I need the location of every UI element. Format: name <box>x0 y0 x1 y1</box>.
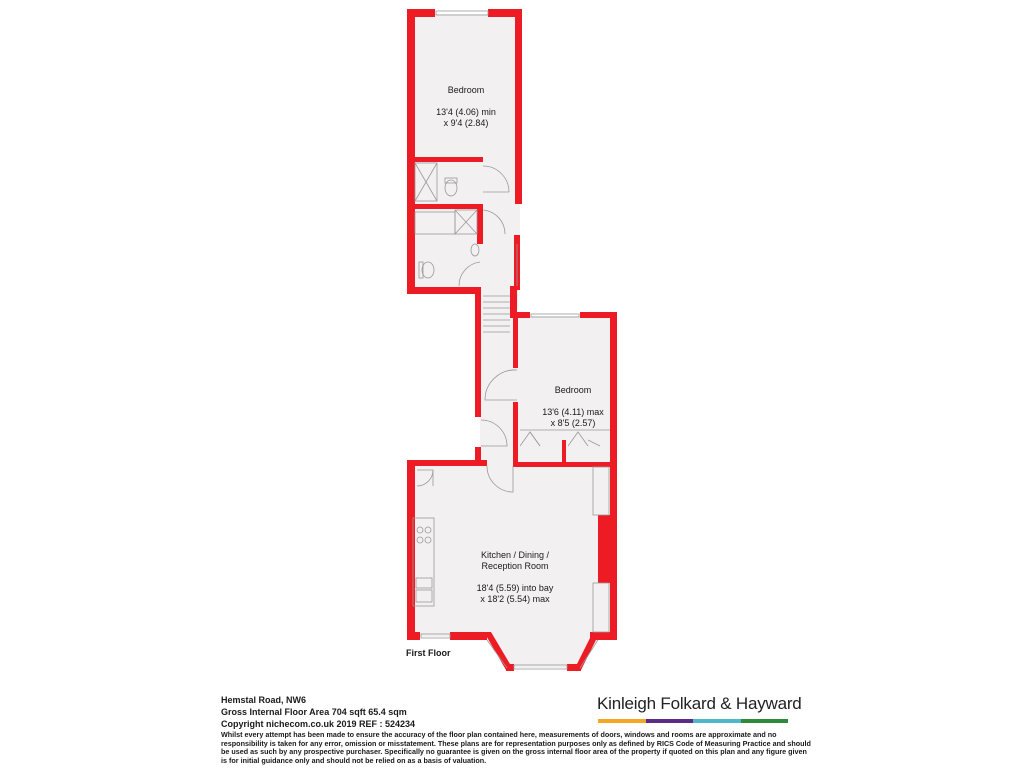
bedroom-1-label <box>416 74 516 140</box>
bedroom-1-name: Bedroom <box>447 85 485 95</box>
bedroom-2-name: Bedroom <box>554 385 592 395</box>
kitchen-dining-reception-label <box>458 539 572 616</box>
kitchen-dining-reception-name: Kitchen / Dining / Reception Room <box>480 550 550 571</box>
property-copyright: Copyright nichecom.co.uk 2019 REF : 524234 <box>221 719 416 729</box>
property-area: Gross Internal Floor Area 704 sqft 65.4 sqm <box>221 707 407 717</box>
property-info <box>221 694 415 730</box>
brand-bar-segment <box>693 719 741 723</box>
property-address: Hemstal Road, NW6 <box>221 695 307 705</box>
brand-bar-segment <box>646 719 694 723</box>
disclaimer: Whilst every attempt has been made to ensure the accuracy of the floor plan contained here, measurements of doors, windows and rooms are approximate and no responsibility is taken for any error, omission or misstatement. These plans are for representation purposes only as defined by RICS Code of Measuring Practice and should be used as such by any prospective purchaser. Specifically no guarantee is given on the gross internal floor area of the property if quoted on this plan and any figure given is for initial guidance only and should not be relied on as a basis of valuation. <box>221 730 811 765</box>
bedroom-2-label <box>520 374 626 440</box>
brand-bar-segment <box>598 719 646 723</box>
kitchen-dining-reception-dims: 18'4 (5.59) into bay x 18'2 (5.54) max <box>476 583 554 604</box>
brand-logo: Kinleigh Folkard & Hayward <box>597 694 802 713</box>
brand-color-bar <box>598 719 788 723</box>
bedroom-1-dims: 13'4 (4.06) min x 9'4 (2.84) <box>436 107 496 128</box>
bedroom-2-dims: 13'6 (4.11) max x 8'5 (2.57) <box>542 407 604 428</box>
floor-label: First Floor <box>406 648 451 658</box>
brand-bar-segment <box>741 719 789 723</box>
